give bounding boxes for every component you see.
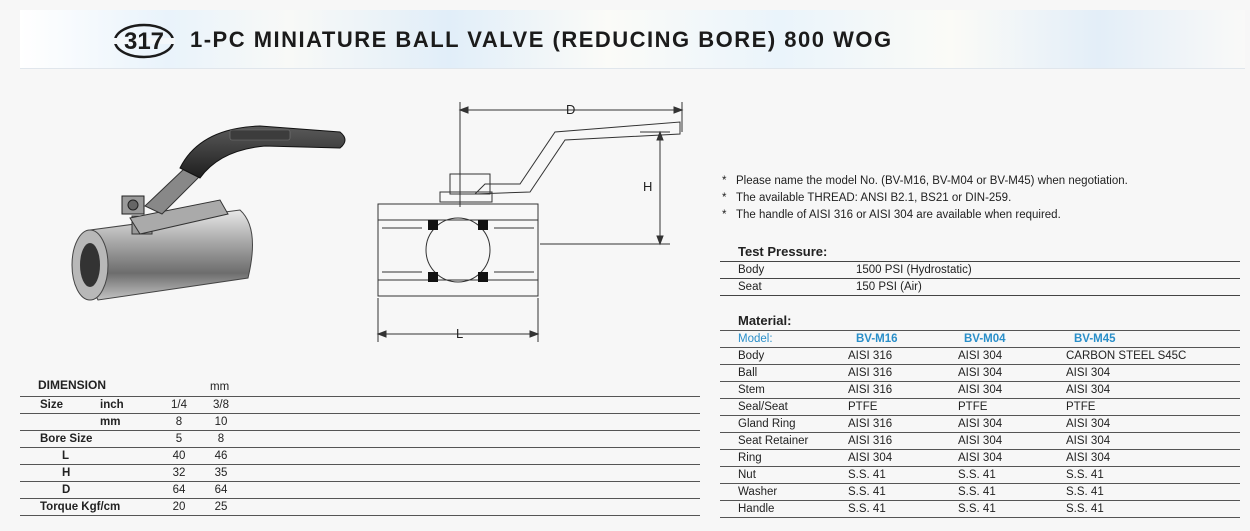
table-cell: AISI 304 [958, 382, 1066, 399]
table-row [20, 414, 700, 431]
table-cell: PTFE [958, 399, 1066, 416]
table-cell: S.S. 41 [1066, 501, 1240, 518]
dim-label-h: H [643, 179, 653, 194]
table-cell: 25 [200, 499, 242, 516]
page-title: 1-PC MINIATURE BALL VALVE (REDUCING BORE) 800 WOG [190, 27, 893, 52]
table-cell: 64 [158, 482, 200, 499]
table-cell: S.S. 41 [848, 467, 958, 484]
table-cell: S.S. 41 [958, 501, 1066, 518]
table-cell: AISI 316 [848, 365, 958, 382]
table-cell: H [20, 465, 158, 482]
dim-label-l: L [456, 326, 464, 341]
column-header: Model: [720, 331, 848, 348]
table-cell: Body [720, 348, 848, 365]
table-cell: AISI 304 [1066, 382, 1240, 399]
product-photo [50, 118, 350, 318]
table-cell: Handle [720, 501, 848, 518]
table-cell: AISI 304 [958, 365, 1066, 382]
table-cell: AISI 304 [958, 450, 1066, 467]
model-number: 317 [123, 28, 165, 55]
table-row [720, 382, 1240, 399]
table-row [720, 467, 1240, 484]
table-row [720, 399, 1240, 416]
table-cell: 10 [200, 414, 242, 431]
table-cell: Gland Ring [720, 416, 848, 433]
table-cell: 1/4 [158, 397, 200, 414]
material-heading: Material: [738, 313, 792, 328]
table-cell: Seal/Seat [720, 399, 848, 416]
table-header-row [720, 331, 1240, 348]
table-cell: 40 [158, 448, 200, 465]
table-cell: PTFE [848, 399, 958, 416]
dimension-unit: mm [210, 381, 230, 393]
table-row [20, 431, 700, 448]
table-cell: 8 [200, 431, 242, 448]
table-cell: PTFE [1066, 399, 1240, 416]
table-cell: AISI 304 [848, 450, 958, 467]
test-pressure-table [720, 261, 1240, 296]
table-cell: 32 [158, 465, 200, 482]
table-cell: S.S. 41 [848, 501, 958, 518]
table-cell: AISI 304 [958, 433, 1066, 450]
column-header: BV-M16 [848, 331, 958, 348]
table-cell: mm [100, 414, 158, 431]
note-item: * Please name the model No. (BV-M16, BV-M04 or BV-M45) when negotiation. [722, 175, 1128, 187]
table-cell: S.S. 41 [958, 467, 1066, 484]
table-row [20, 499, 700, 516]
table-cell: AISI 316 [848, 348, 958, 365]
table-cell: D [20, 482, 158, 499]
table-cell: 35 [200, 465, 242, 482]
table-cell: Ball [720, 365, 848, 382]
table-cell: AISI 316 [848, 416, 958, 433]
table-cell: S.S. 41 [848, 484, 958, 501]
dimension-table [20, 396, 700, 516]
table-cell: inch [100, 397, 158, 414]
table-cell: AISI 304 [1066, 365, 1240, 382]
table-row [720, 484, 1240, 501]
table-cell: 3/8 [200, 397, 242, 414]
table-cell: 46 [200, 448, 242, 465]
table-cell: Washer [720, 484, 848, 501]
table-cell: 64 [200, 482, 242, 499]
table-row [20, 465, 700, 482]
material-table [720, 330, 1240, 518]
table-cell [20, 414, 100, 431]
table-cell: 20 [158, 499, 200, 516]
table-cell: S.S. 41 [1066, 484, 1240, 501]
table-cell: Body [720, 262, 838, 279]
table-cell: Seat [720, 279, 838, 296]
table-row [20, 397, 700, 414]
table-cell: 150 PSI (Air) [838, 279, 1240, 296]
column-header: BV-M45 [1066, 331, 1240, 348]
test-pressure-heading: Test Pressure: [738, 244, 828, 259]
note-text: The handle of AISI 316 or AISI 304 are available when required. [736, 209, 1061, 221]
table-cell: 5 [158, 431, 200, 448]
table-row [720, 348, 1240, 365]
notes-list [722, 173, 1128, 224]
table-cell: Bore Size [20, 431, 158, 448]
note-text: The available THREAD: ANSI B2.1, BS21 or DIN-259. [736, 192, 1012, 204]
column-header: BV-M04 [958, 331, 1066, 348]
table-row [20, 482, 700, 499]
table-cell: Seat Retainer [720, 433, 848, 450]
table-cell: L [20, 448, 158, 465]
table-cell: S.S. 41 [1066, 467, 1240, 484]
technical-drawing [370, 92, 700, 352]
table-cell: Size [20, 397, 100, 414]
table-row [720, 501, 1240, 518]
table-cell: Nut [720, 467, 848, 484]
table-cell: AISI 304 [1066, 433, 1240, 450]
dim-label-d: D [566, 102, 576, 117]
note-item: * The handle of AISI 316 or AISI 304 are available when required. [722, 209, 1061, 221]
table-cell: Stem [720, 382, 848, 399]
table-row [720, 262, 1240, 279]
table-cell: AISI 304 [1066, 416, 1240, 433]
table-row [20, 448, 700, 465]
table-cell: AISI 304 [958, 348, 1066, 365]
brand-logo [113, 22, 175, 60]
table-cell: Torque Kgf/cm [20, 499, 158, 516]
table-row [720, 433, 1240, 450]
table-cell: 1500 PSI (Hydrostatic) [838, 262, 1240, 279]
note-text: Please name the model No. (BV-M16, BV-M04 or BV-M45) when negotiation. [736, 175, 1128, 187]
table-cell: CARBON STEEL S45C [1066, 348, 1240, 365]
table-cell: AISI 316 [848, 433, 958, 450]
table-row [720, 365, 1240, 382]
table-cell: AISI 304 [1066, 450, 1240, 467]
note-item: * The available THREAD: ANSI B2.1, BS21 or DIN-259. [722, 192, 1012, 204]
dimension-heading: DIMENSION [38, 378, 107, 392]
table-cell: 8 [158, 414, 200, 431]
table-cell: AISI 304 [958, 416, 1066, 433]
table-cell: S.S. 41 [958, 484, 1066, 501]
table-row [720, 450, 1240, 467]
table-cell: AISI 316 [848, 382, 958, 399]
table-row [720, 279, 1240, 296]
table-cell: Ring [720, 450, 848, 467]
table-row [720, 416, 1240, 433]
